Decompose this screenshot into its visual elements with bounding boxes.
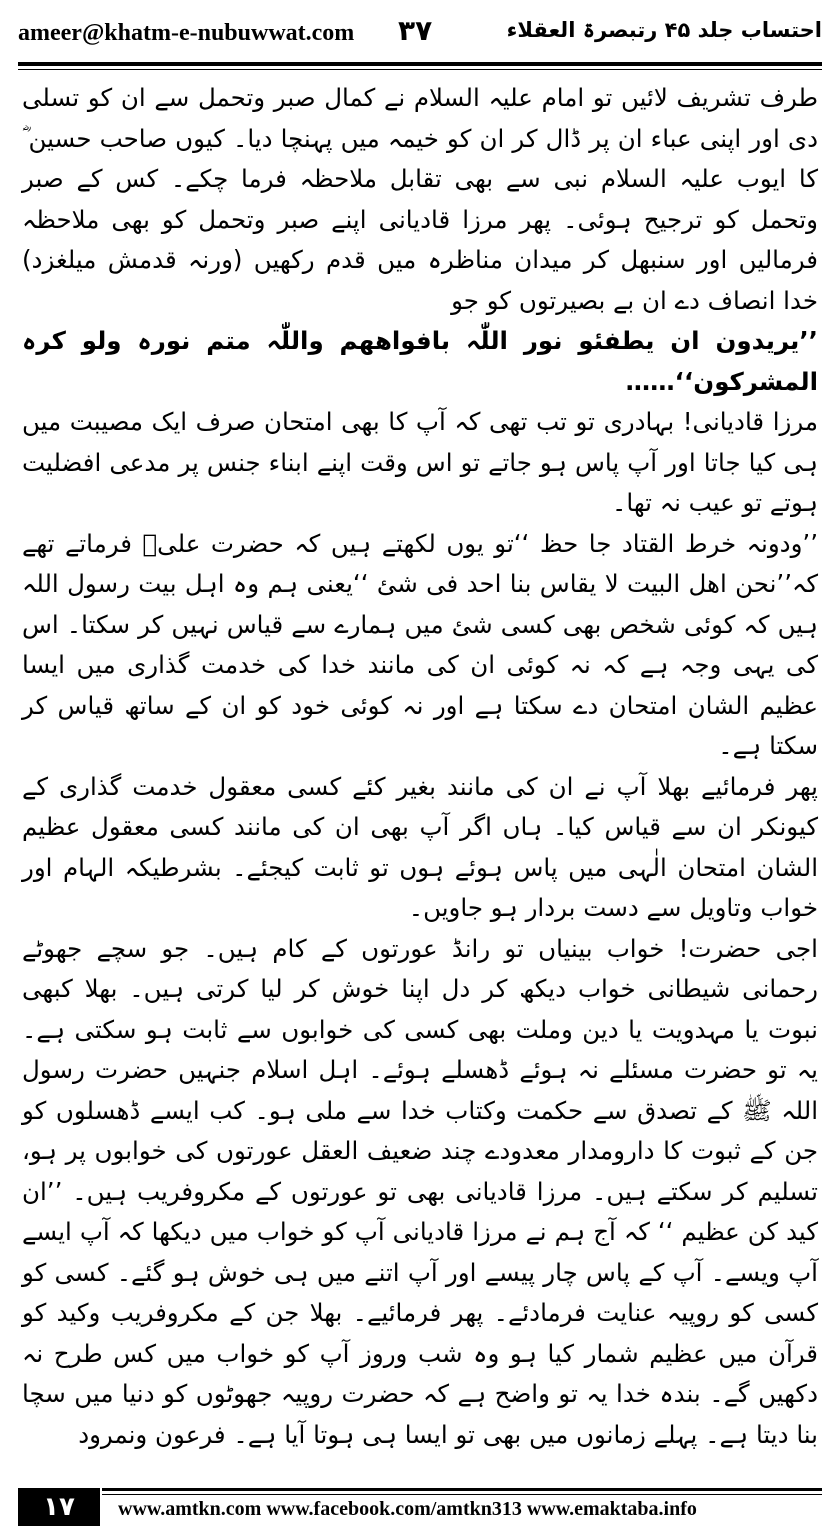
page-body [22, 78, 818, 1456]
paragraph: پھر فرمائیے بھلا آپ نے ان کی مانند بغیر کئے کسی معقول خدمت گذاری کے کیونکر ان سے قیاس کیا۔ ہاں اگر آپ بھی ان کی مانند کسی معقول عظیم الشان امتحان الٰہی میں پاس ہوئے ہوں تو ثابت کیجئے۔ بشرطیکہ الہام اور خواب وتاویل سے دست بردار ہو جاویں۔ [22, 771, 818, 922]
footer-rule-thin [102, 1494, 822, 1495]
footer-urls: www.amtkn.com www.facebook.com/amtkn313 www.emaktaba.info [118, 1498, 697, 1520]
header-title: احتساب جلد ۴۵ رتبصرۃ العقلاء [506, 18, 822, 42]
paragraph: طرف تشریف لائیں تو امام علیہ السلام نے کمال صبر وتحمل سے ان کو تسلی دی اور اپنی عباء ان پر ڈال کر ان کو خیمہ میں پہنچا دیا۔ کیوں صاحب حسین ؓ کا ایوب علیہ السلام نبی سے بھی تقابل ملاحظہ فرما چکے۔ کس کے صبر وتحمل کو ترجیح ہوئی۔ پھر مرزا قادیانی اپنے صبر وتحمل کو بھی ملاحظہ فرمالیں اور سنبھل کر میدان مناظرہ میں قدم رکھیں (ورنہ قدمش میلغزد) خدا انصاف دے ان بے بصیرتوں کو جو [22, 83, 818, 315]
header-rule-thick [18, 62, 822, 66]
footer-page-box: ۱۷ [18, 1488, 100, 1526]
page-footer [18, 1488, 822, 1526]
header-page-number: ۳۷ [398, 14, 433, 47]
footer-rule-thick [102, 1488, 822, 1491]
arabic-quote: ’’یریدون ان یطفئو نور اللّٰہ بافواھھم واللّٰہ متم نورہ ولو کرہ المشرکون‘‘…… [22, 326, 818, 396]
paragraph: ’’ودونہ خرط القتاد جا حظ ‘‘تو یوں لکھتے ہیں کہ حضرت علیؓ فرماتے تھے کہ’’نحن اھل البیت لا یقاس بنا احد فی شئ ‘‘یعنی ہم وہ اہل بیت رسول اللہ ہیں کہ کوئی شخص بھی کسی شئ میں ہمارے سے قیاس نہیں کر سکتا۔ اس کی یہی وجہ ہے کہ نہ کوئی ان کی مانند خدا کی خدمت گذاری میں ایسا عظیم الشان امتحان دے سکتا ہے اور نہ کوئی خود کو ان کے ساتھ قیاس کر سکتا ہے۔ [22, 528, 818, 760]
header-rule-thin [18, 69, 822, 70]
paragraph: اجی حضرت! خواب بینیاں تو رانڈ عورتوں کے کام ہیں۔ جو سچے جھوٹے رحمانی شیطانی خواب دیکھ کر دل اپنا خوش کر لیا کرتی ہیں۔ بھلا کبھی نبوت یا مہدویت یا دین وملت بھی کسی کی خوابوں سے ثابت ہو سکتی ہے۔ یہ تو حضرت مسئلے نہ ہوئے ڈھسلے ہوئے۔ اہل اسلام جنہیں حضرت رسول اللہ ﷺ کے تصدق سے حکمت وکتاب خدا سے ملی ہو۔ کب ایسے ڈھسلوں کو جن کے ثبوت کا دارومدار معدودے چند ضعیف العقل عورتوں کی خوابوں پر ہو، تسلیم کر سکتے ہیں۔ مرزا قادیانی بھی تو عورتوں کے مکروفریب ہیں۔ ’’ان کید کن عظیم ‘‘ کہ آج ہم نے مرزا قادیانی آپ کو خواب میں دیکھا کہ آپ ایسے آپ ویسے۔ آپ کے پاس چار پیسے اور آپ اتنے میں ہی خوش ہو گئے۔ کسی کو کسی کو روپیہ عنایت فرمادئے۔ پھر فرمائیے۔ بھلا جن کے مکروفریب وکید کو قرآن میں عظیم شمار کیا ہو وہ شب وروز آپ کو خواب میں کس طرح نہ دکھیں گے۔ بندہ خدا یہ تو واضح ہے کہ حضرت روپیہ جھوٹوں کو دنیا میں سچا بنا دیتا ہے۔ پہلے زمانوں میں بھی تو ایسا ہی ہوتا آیا ہے۔ فرعون ونمرود [22, 933, 818, 1449]
paragraph: مرزا قادیانی! بہادری تو تب تھی کہ آپ کا بھی امتحان صرف ایک مصیبت میں ہی کیا جاتا اور آپ پاس ہو جاتے تو اس وقت اپنے ابناء جنس پر مدعی افضلیت ہوتے تو عیب نہ تھا۔ [22, 407, 818, 517]
page-header [18, 14, 822, 58]
header-email: ameer@khatm-e-nubuwwat.com [18, 20, 355, 46]
